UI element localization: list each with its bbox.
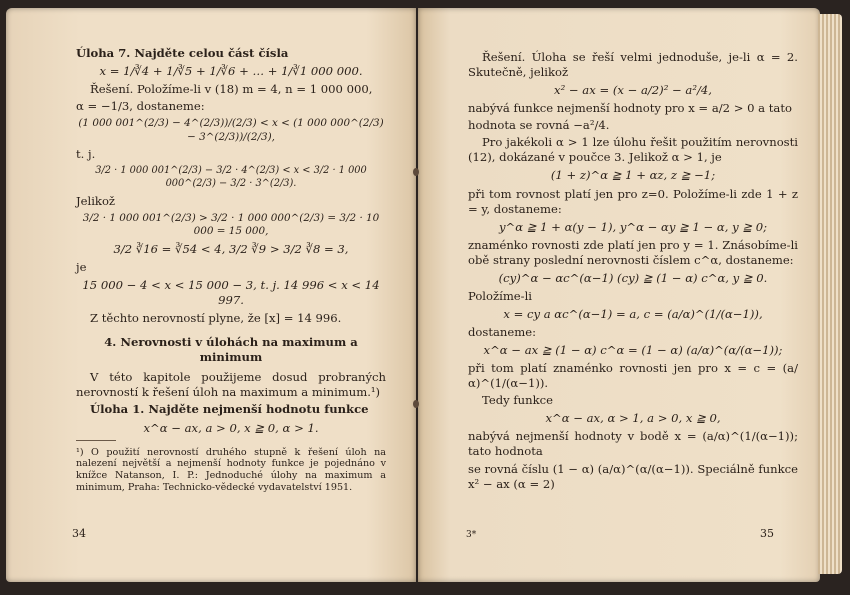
left-page <box>6 8 416 582</box>
inequality-bounds: (1 000 001^(2/3) − 4^(2/3))/(2/3) < x < (1 000 000^(2/3) − 3^(2/3))/(2/3), <box>78 117 384 143</box>
text-line: při tom platí znaménko rovnosti jen pro x = c = (a/α)^(1/(α−1)). <box>468 361 798 391</box>
square-completion: x² − ax = (x − a/2)² − a²/4, <box>554 83 712 98</box>
text-line: nabývá funkce nejmenší hodnoty pro x = a/2 > 0 a tato <box>468 101 792 116</box>
page-number-right: 35 <box>760 527 774 540</box>
right-page <box>418 8 820 582</box>
footnote: ¹) O použití nerovností druhého stupně k řešení úloh na nalezení největší a nejmenší hodnoty funkce je pojednáno v knížce Natanson, I. P.: Jednoduché úlohy na maximum a minimum, Praha: Technicko-vědecké vydavatelství 1951. <box>76 446 386 493</box>
task-7-heading: Úloha 7. Najděte celou část čísla <box>76 46 289 60</box>
estimate-roots: 3/2 ∛16 = ∛54 < 4, 3/2 ∛9 > 3/2 ∛8 = 3, <box>113 241 349 256</box>
text-line: znaménko rovnosti zde platí jen pro y = 1. Znásobíme-li obě strany poslední nerovnosti číslem c^α, dostaneme: <box>468 237 798 267</box>
solution-line: t. j. <box>76 147 96 162</box>
page-number-left: 34 <box>72 527 86 540</box>
bernoulli-inequality: (1 + z)^α ≧ 1 + αz, z ≧ −1; <box>550 168 716 183</box>
solution-line: Řešení. Položíme-li v (18) m = 4, n = 1 000 000, <box>90 82 373 97</box>
solution-line: je <box>76 259 87 274</box>
signature-mark: 3* <box>466 530 477 540</box>
solution-line: Jelikož <box>76 193 116 208</box>
text-line: Pro jakékoli α > 1 lze úlohu řešit použitím nerovnosti (12), dokázané v poučce 3. Jelikož α > 1, je <box>468 135 798 165</box>
binding-hole <box>413 168 419 176</box>
text-line: hodnota se rovná −a²/4. <box>468 118 610 133</box>
solution-intro: Řešení. Úloha se řeší velmi jednoduše, je-li α = 2. Skutečně, jelikož <box>468 50 798 80</box>
left-page-text <box>76 46 386 495</box>
section-intro: V této kapitole použijeme dosud probraných nerovností k řešení úloh na maximum a minimum.¹) <box>76 370 386 400</box>
scaled-inequality: (cy)^α − αc^(α−1) (cy) ≧ (1 − α) c^α, y ≧ 0. <box>498 270 768 285</box>
substituted-inequality: y^α ≧ 1 + α(y − 1), y^α − αy ≧ 1 − α, y ≧ 0; <box>498 219 768 234</box>
text-line: dostaneme: <box>468 325 537 339</box>
final-bounds: 15 000 − 4 < x < 15 000 − 3, t. j. 14 996 < x < 14 997. <box>82 278 380 308</box>
text-line: se rovná číslu (1 − α) (a/α)^(α/(α−1)). Speciálně funkce x² − ax (α = 2) <box>468 461 798 491</box>
result-inequality: x^α − ax ≧ (1 − α) c^α = (1 − α) (a/α)^(α/(α−1)); <box>483 343 783 358</box>
solution-line: α = −1/3, dostaneme: <box>76 99 205 114</box>
task-1-heading: Úloha 1. Najděte nejmenší hodnotu funkce <box>90 402 369 417</box>
text-line: při tom rovnost platí jen pro z=0. Položíme-li zde 1 + z = y, dostaneme: <box>468 186 798 216</box>
page-edges <box>818 14 842 574</box>
conclusion: Z těchto nerovností plyne, že [x] = 14 996. <box>90 311 342 326</box>
inequality-expanded: 3/2 · 1 000 001^(2/3) − 3/2 · 4^(2/3) < x < 3/2 · 1 000 000^(2/3) − 3/2 · 3^(2/3). <box>95 165 367 190</box>
text-line: Tedy funkce <box>482 393 553 408</box>
binding-hole <box>413 400 419 408</box>
estimate-line: 3/2 · 1 000 001^(2/3) > 3/2 · 1 000 000^(2/3) = 3/2 · 10 000 = 15 000, <box>82 211 380 238</box>
text-line: Položíme-li <box>468 288 533 303</box>
task-7-formula: x = 1/∛4 + 1/∛5 + 1/∛6 + … + 1/∛1 000 000. <box>99 64 363 79</box>
function-statement: x^α − ax, α > 1, a > 0, x ≧ 0, <box>545 411 721 426</box>
substitution: x = cy a αc^(α−1) = a, c = (a/α)^(1/(α−1)), <box>503 306 763 321</box>
right-page-text <box>468 50 798 494</box>
task-1-formula: x^α − ax, a > 0, x ≧ 0, α > 1. <box>143 420 319 435</box>
footnote-rule <box>76 440 116 441</box>
section-heading: 4. Nerovnosti v úlohách na maximum a minimum <box>104 335 358 365</box>
text-line: nabývá nejmenší hodnoty v bodě x = (a/α)^(1/(α−1)); tato hodnota <box>468 429 798 459</box>
